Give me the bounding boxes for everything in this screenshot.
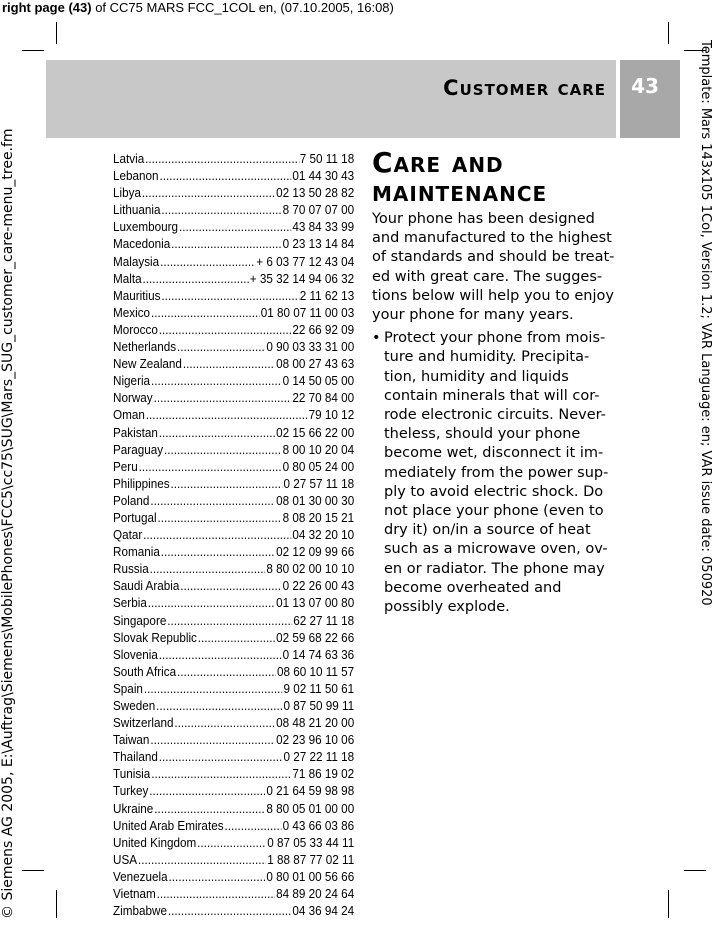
dot-leader — [179, 218, 292, 235]
hotline-number: 22 66 92 09 — [292, 321, 355, 337]
dot-leader — [150, 731, 275, 748]
hotline-number: + 6 03 77 12 43 04 — [256, 253, 355, 269]
header-band — [46, 60, 616, 138]
country-name: Thailand — [113, 749, 158, 765]
country-name: Singapore — [113, 612, 167, 628]
country-name: Serbia — [113, 595, 147, 611]
hotline-row — [113, 731, 354, 748]
hotline-row — [113, 458, 354, 475]
hotline-row — [113, 492, 354, 509]
hotline-row — [113, 577, 354, 594]
dot-leader — [146, 406, 308, 423]
dot-leader — [157, 509, 281, 526]
dot-leader — [159, 748, 283, 765]
dot-leader — [177, 663, 276, 680]
hotline-number: 0 27 22 11 18 — [283, 749, 355, 765]
dot-leader — [170, 475, 282, 492]
hotline-number: 0 87 05 33 44 11 — [267, 834, 355, 850]
hotline-row — [113, 201, 354, 218]
bullet-item — [372, 329, 616, 617]
country-name: Sweden — [113, 698, 156, 713]
hotline-row — [113, 594, 354, 611]
hotline-number: 0 90 03 33 31 00 — [266, 339, 355, 355]
hotline-number: 22 70 84 00 — [292, 390, 355, 406]
dot-leader — [183, 355, 275, 372]
dot-leader — [154, 800, 265, 817]
hotline-number: 0 21 64 59 98 98 — [266, 783, 355, 799]
hotline-number: 0 87 50 99 11 — [283, 698, 355, 713]
dot-leader — [197, 834, 266, 851]
hotline-row — [113, 218, 354, 235]
country-name: Switzerland — [113, 715, 174, 731]
hotline-row — [113, 372, 354, 389]
hotline-number: 08 60 10 11 57 — [276, 663, 355, 679]
hotline-number: 01 13 07 00 80 — [276, 595, 355, 611]
hotline-row — [113, 817, 354, 834]
hotline-number: 71 86 19 02 — [292, 766, 355, 782]
dot-leader — [164, 441, 282, 458]
hotline-row — [113, 475, 354, 492]
dot-leader — [160, 253, 255, 270]
hotline-number: 08 01 30 00 30 — [276, 492, 355, 508]
country-name: Taiwan — [113, 732, 150, 748]
country-name: Norway — [113, 390, 153, 406]
country-name: Zimbabwe — [113, 903, 167, 919]
dot-leader — [149, 782, 265, 799]
dot-leader — [138, 851, 266, 868]
country-name: United Kingdom — [113, 834, 197, 850]
hotline-number: 0 80 05 24 00 — [282, 458, 355, 474]
dot-leader — [154, 389, 292, 406]
country-name: Netherlands — [113, 339, 177, 355]
country-name: New Zealand — [113, 356, 182, 372]
template-info: Template: Mars 143x105 1Col, Version 1.2; VAR Language: en; VAR issue date: 050920 — [698, 40, 713, 606]
care-article — [372, 148, 616, 617]
hotline-number: 02 23 96 10 06 — [276, 732, 355, 748]
slug-details: of CC75 MARS FCC_1COL en, (07.10.2005, 16:08) — [91, 0, 394, 15]
dot-leader — [168, 902, 292, 919]
hotline-row — [113, 406, 354, 423]
dot-leader — [156, 697, 282, 714]
hotline-row — [113, 902, 354, 919]
country-name: Portugal — [113, 509, 157, 525]
hotline-number: + 35 32 14 94 06 32 — [249, 270, 355, 286]
country-name: Venezuela — [113, 868, 168, 884]
dot-leader — [143, 526, 291, 543]
hotline-number: 8 70 07 07 00 — [282, 202, 355, 218]
dot-leader — [139, 458, 282, 475]
dot-leader — [198, 629, 275, 646]
dot-leader — [159, 321, 292, 338]
dot-leader — [174, 714, 275, 731]
dot-leader — [143, 270, 249, 287]
bullet-text: Protect your phone from mois-ture and humidity. Precipita-tion, humidity and liquids contain minerals that will cor-rode electronic circuits. Never-theless, should your phone become wet, disconnect it im-mediately from the power sup-ply to avoid electric shock. Do not place your phone (even to dry it) on/in a source of heat such as a microwave oven, ov-en or radiator. The phone may become overheated and possibly explode. — [384, 330, 609, 616]
hotline-row — [113, 321, 354, 338]
dot-leader — [169, 868, 266, 885]
country-name: Libya — [113, 185, 141, 201]
country-name: Tunisia — [113, 766, 151, 782]
hotline-number: 0 27 57 11 18 — [283, 475, 355, 491]
hotline-row — [113, 612, 354, 629]
country-name: Spain — [113, 680, 143, 696]
country-name: Ukraine — [113, 800, 154, 816]
country-name: Qatar — [113, 527, 143, 543]
dot-leader — [159, 167, 291, 184]
hotline-row — [113, 270, 354, 287]
country-name: United Arab Emirates — [113, 817, 224, 833]
hotline-number: 0 14 74 63 36 — [282, 646, 355, 662]
article-heading: Care and maintenance — [372, 146, 548, 208]
hotline-row — [113, 184, 354, 201]
hotline-row — [113, 304, 354, 321]
hotline-number: 0 14 50 05 00 — [282, 373, 355, 389]
hotline-number: 04 32 20 10 — [292, 527, 355, 543]
dot-leader — [145, 150, 299, 167]
hotline-number: 1 88 87 77 02 11 — [267, 851, 355, 867]
dot-leader — [161, 287, 298, 304]
country-name: USA — [113, 851, 138, 867]
hotline-rows — [113, 150, 354, 919]
dot-leader — [150, 492, 275, 509]
country-name: Macedonia — [113, 236, 171, 252]
country-name: Latvia — [113, 151, 145, 166]
bullet-list — [372, 329, 616, 617]
country-name: Mexico — [113, 304, 151, 320]
crop-mark — [684, 870, 706, 871]
country-name: Mauritius — [113, 287, 161, 303]
hotline-row — [113, 851, 354, 868]
hotline-row — [113, 800, 354, 817]
country-name: Philippines — [113, 475, 170, 491]
country-name: Turkey — [113, 783, 149, 799]
hotline-row — [113, 697, 354, 714]
hotline-row — [113, 167, 354, 184]
hotline-number: 7 50 11 18 — [299, 151, 355, 166]
hotline-row — [113, 782, 354, 799]
hotline-row — [113, 235, 354, 252]
crop-mark — [668, 22, 669, 44]
hotline-row — [113, 885, 354, 902]
hotline-number: 8 80 05 01 00 00 — [266, 800, 355, 816]
hotline-row — [113, 560, 354, 577]
hotline-number: 79 10 12 — [308, 407, 355, 423]
hotline-row — [113, 748, 354, 765]
hotline-number: 02 59 68 22 66 — [276, 629, 355, 645]
country-name: Malta — [113, 270, 142, 286]
hotline-row — [113, 765, 354, 782]
section-title: Customer care — [443, 76, 606, 100]
hotline-row — [113, 680, 354, 697]
country-name: Peru — [113, 458, 138, 474]
hotline-row — [113, 646, 354, 663]
hotline-number: 43 84 33 99 — [292, 219, 355, 235]
hotline-row — [113, 253, 354, 270]
hotline-number: 62 27 11 18 — [293, 612, 355, 628]
country-name: Pakistan — [113, 424, 158, 440]
country-name: Lithuania — [113, 202, 161, 218]
country-name: Romania — [113, 544, 160, 560]
hotline-row — [113, 150, 354, 167]
dot-leader — [151, 765, 291, 782]
crop-mark — [22, 870, 44, 871]
country-name: South Africa — [113, 663, 177, 679]
dot-leader — [161, 543, 275, 560]
country-name: Russia — [113, 561, 149, 577]
page-number: 43 — [631, 74, 659, 98]
hotline-row — [113, 834, 354, 851]
dot-leader — [150, 560, 266, 577]
slug-page-label: right page (43) — [2, 0, 92, 15]
hotline-row — [113, 868, 354, 885]
country-name: Morocco — [113, 321, 158, 337]
hotline-row — [113, 287, 354, 304]
hotline-number: 02 12 09 99 66 — [276, 544, 355, 560]
hotline-number: 8 08 20 15 21 — [282, 509, 355, 525]
country-name: Lebanon — [113, 168, 159, 184]
dot-leader — [159, 424, 275, 441]
dot-leader — [180, 577, 281, 594]
hotline-number: 02 15 66 22 00 — [276, 424, 355, 440]
country-name: Saudi Arabia — [113, 578, 180, 594]
hotline-number: 08 00 27 43 63 — [276, 356, 355, 372]
dot-leader — [148, 594, 276, 611]
dot-leader — [157, 885, 276, 902]
article-intro: Your phone has been designed and manufactured to the highest of standards and should be treat-ed with great care. The sugges-tions below will help you to enjoy your phone for many years. — [372, 211, 615, 324]
hotline-row — [113, 629, 354, 646]
dot-leader — [177, 338, 265, 355]
hotline-row — [113, 338, 354, 355]
dot-leader — [151, 304, 260, 321]
hotline-number: 01 80 07 11 00 03 — [260, 304, 355, 320]
country-name: Poland — [113, 492, 150, 508]
hotline-row — [113, 543, 354, 560]
dot-leader — [144, 680, 283, 697]
hotline-number: 02 13 50 28 82 — [276, 185, 355, 201]
hotline-row — [113, 424, 354, 441]
dot-leader — [151, 372, 282, 389]
hotline-row — [113, 714, 354, 731]
bullet-dot-icon: • — [372, 330, 381, 347]
country-name: Paraguay — [113, 441, 164, 457]
hotline-number: 84 89 20 24 64 — [276, 886, 355, 902]
hotline-row — [113, 526, 354, 543]
hotline-number: 8 00 10 20 04 — [282, 441, 355, 457]
country-name: Slovenia — [113, 646, 158, 662]
hotline-row — [113, 355, 354, 372]
hotline-number: 0 43 66 03 86 — [282, 817, 355, 833]
country-name: Malaysia — [113, 253, 160, 269]
country-name: Vietnam — [113, 886, 156, 902]
dot-leader — [167, 612, 292, 629]
hotline-number: 0 23 13 14 84 — [282, 236, 355, 252]
hotline-number: 01 44 30 43 — [292, 168, 355, 184]
hotline-row — [113, 663, 354, 680]
crop-mark — [56, 22, 57, 44]
hotline-number: 8 80 02 00 10 10 — [266, 561, 355, 577]
hotline-number: 04 36 94 24 — [292, 903, 355, 919]
country-name: Nigeria — [113, 373, 151, 389]
dot-leader — [224, 817, 281, 834]
country-name: Luxembourg — [113, 219, 179, 235]
dot-leader — [142, 184, 275, 201]
hotline-number: 0 22 26 00 43 — [282, 578, 355, 594]
dot-leader — [159, 646, 282, 663]
page-number-box — [620, 60, 680, 138]
print-slug — [2, 0, 394, 15]
hotline-row — [113, 509, 354, 526]
crop-mark — [668, 890, 669, 918]
copyright-path: © Siemens AG 2005, E:\Auftrag\Siemens\MobilePhones\FCC5\cc75\SUG\Mars_SUG_customer_care-menu_tree.fm — [0, 128, 16, 919]
country-name: Oman — [113, 407, 145, 423]
hotline-list — [113, 150, 355, 919]
hotline-number: 2 11 62 13 — [299, 287, 355, 303]
hotline-number: 0 80 01 00 56 66 — [266, 868, 355, 884]
crop-mark — [22, 50, 44, 51]
hotline-number: 08 48 21 20 00 — [276, 715, 355, 731]
country-name: Slovak Republic — [113, 629, 197, 645]
dot-leader — [171, 235, 282, 252]
crop-mark — [56, 890, 57, 918]
hotline-row — [113, 389, 354, 406]
dot-leader — [161, 201, 281, 218]
hotline-row — [113, 441, 354, 458]
hotline-number: 9 02 11 50 61 — [283, 680, 355, 696]
